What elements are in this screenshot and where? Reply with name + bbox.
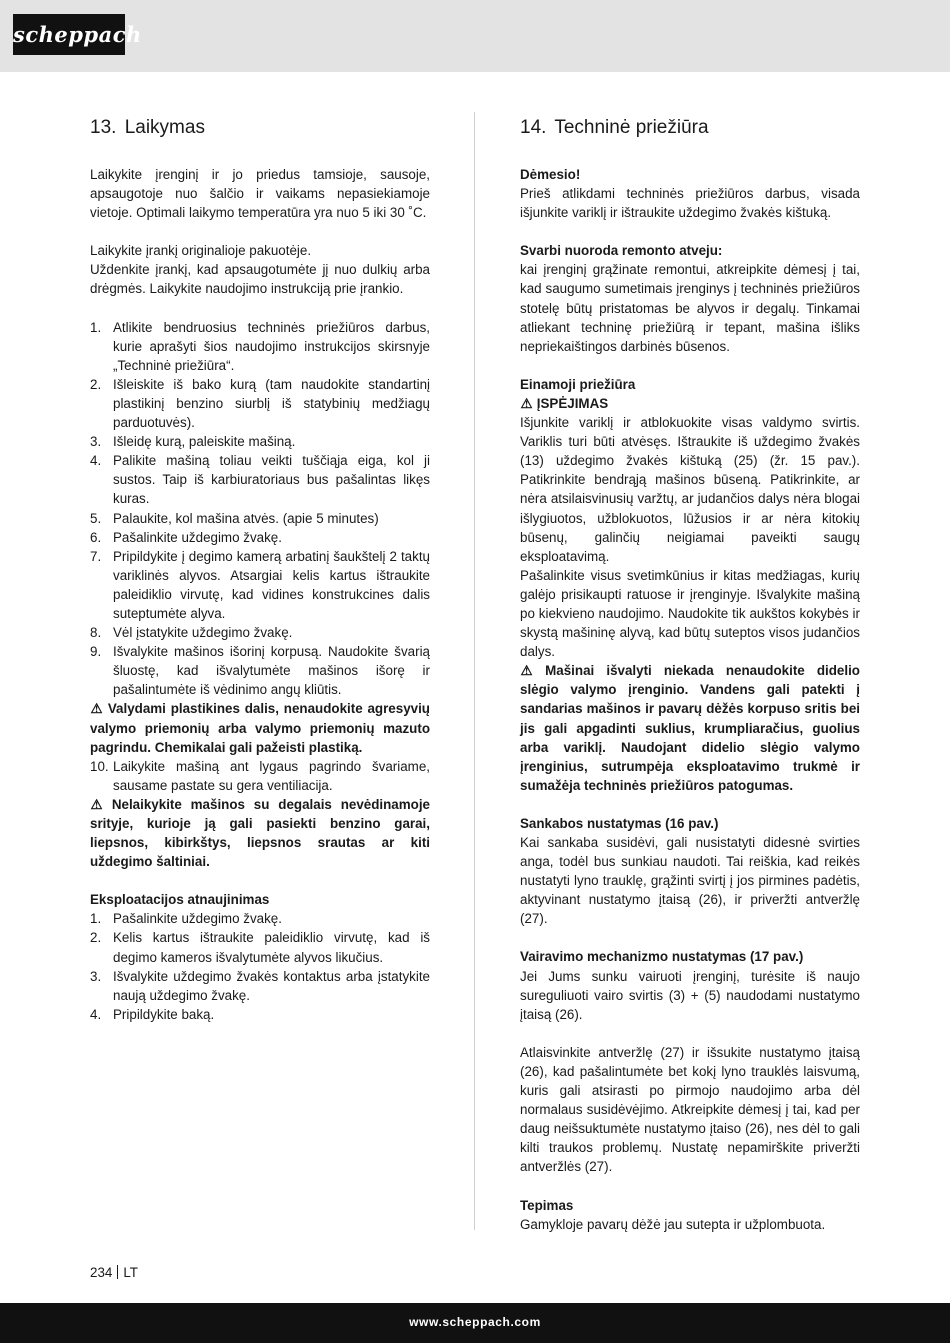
current-maintenance-text-2: Pašalinkite visus svetimkūnius ir kitas medžiagas, kurių galėjo prisikaupti ratuose ir įrenginyje. Išvalykite mašiną po kiekvieno naudojimo. Naudokite tik aukštos kokybės ir skystą mašininę alyvą, kad būtų suteptos visos judančios dalys. (520, 567, 860, 660)
warning-icon: ⚠ (520, 395, 533, 411)
warning-pressure-washer: ⚠ Mašinai išvalyti niekada nenaudokite didelio slėgio valymo įrenginio. Vandens gali patekti į sandarias mašinos ir pavarų dėžės korpuso sritis bei jis gali apgadinti suklius, krumpliaračius, guolius arba variklį. Naudojant didelio slėgio valymo įrenginius, sutrumpėja eksploatavimo trukmė ir sumažėja techninės priežiūros patogumas. (520, 663, 860, 793)
current-maintenance-text-1: Išjunkite variklį ir atblokuokite visas valdymo svirtis. Variklis turi būti atvėsęs. Ištraukite iš uždegimo žvakės (13) uždegimo žvakės kištuką (25) (žr. 15 pav.). Patikrinkite bendrąją mašinos būseną. Patikrinkite, ar nėra atsilaisvinusių varžtų, ar judančios dalys nėra blogai išlygiuotos, užblokuotos, lūžusios ir ar nėra kitokių būsenų, galinčių neigiamai paveikti saugų eksploatavimą. (520, 415, 860, 564)
steering-text: Jei Jums sunku vairuoti įrenginį, turėsite iš naujo sureguliuoti vairo svirtis (3) + (5) naudodami nustatymo įtaisą (26). (520, 968, 860, 1022)
website-link[interactable]: www.scheppach.com (409, 1315, 541, 1329)
list-item: 3. Išleidę kurą, paleiskite mašiną. (90, 434, 296, 450)
steering-title: Vairavimo mechanizmo nustatymas (17 pav.) (520, 949, 804, 965)
warning-icon: ⚠ (90, 701, 103, 717)
list-item: 7. Pripildykite į degimo kamerą arbatinį šaukštelį 2 taktų variklinės alyvos. Atsargiai kelis kartus ištraukite paleidiklio virvutę, kad vidines konstrukcines dalis suteptumėte alyva. (90, 548, 430, 621)
list-item: 5. Palaukite, kol mašina atvės. (apie 5 minutes) (90, 510, 379, 526)
restore-heading: Eksploatacijos atnaujinimas (90, 892, 270, 908)
repair-text: kai įrenginį grąžinate remontui, atkreipkite dėmesį į tai, kad saugumo sumetimais įrenginys į techninės priežiūros stotelę būtų pristatomas be alyvos ir degalų. Tinkamai atliekant techninę priežiūrą ir tepant, mašina išliks nepriekaištingos darbinės būsenos. (520, 262, 860, 354)
list-item: 2. Kelis kartus ištraukite paleidiklio virvutę, kad iš degimo kameros išvalytumėte alyvos likučius. (90, 930, 430, 965)
warning-ventilation: ⚠ Nelaikykite mašinos su degalais nevėdinamoje srityje, kurioje ją gali pasiekti benzino garai, liepsnos, kibirkštys, liepsnos srautas ar kiti uždegimo šaltiniai. (90, 796, 430, 870)
right-column (520, 116, 860, 1234)
storage-cover-text: Uždenkite įrankį, kad apsaugotumėte jį nuo dulkių arba drėgmės. Laikykite naudojimo instrukciją prie įrankio. (90, 262, 430, 297)
clutch-text: Kai sankaba susidėvi, gali nusistatyti didesnė svirties anga, todėl bus sunkiau naudoti. Tai reiškia, kad reikės nustatyti lyno trauklę, grąžinti svirtį į jos pirmines padėtis, aktyvinant nustatymo įtaisą (26), ir priveržti antveržlę (27). (520, 835, 860, 927)
list-item: 4. Palikite mašiną toliau veikti tuščiąja eiga, kol ji sustos. Taip iš karbiuratoriaus bus pašalintas likęs kuras. (90, 453, 430, 507)
lube-title: Tepimas (520, 1197, 574, 1213)
storage-packaging-text: Laikykite įrankį originalioje pakuotėje. (90, 243, 312, 259)
attention-title: Dėmesio! (520, 167, 581, 182)
list-item: 6. Pašalinkite uždegimo žvakę. (90, 529, 282, 545)
warning-plastic: ⚠ Valydami plastikines dalis, nenaudokite agresyvių valymo priemonių arba valymo priemonių mazuto pagrindu. Chemikalai gali pažeisti plastiką. (90, 701, 430, 755)
list-item: 1. Pašalinkite uždegimo žvakę. (90, 911, 282, 927)
language-code: LT (123, 1265, 138, 1280)
loosen-text: Atlaisvinkite antveržlę (27) ir išsukite nustatymo įtaisą (26), kad pašalintumėte bet kokį lyno trauklės laisvumą, kuris gali atsirasti po pirmojo naudojimo arba dėl normalaus susidėvėjimo. Atkreipkite dėmesį į tai, kad per daug neišsuktumėte nustatymo įtaiso (26), nes dėl to gali kilti traukos problemų. Nustatę nepamirškite priveržti antveržlės (27). (520, 1044, 860, 1175)
footer-separator (117, 1265, 118, 1279)
restore-steps-list (90, 909, 430, 1024)
warning-icon: ⚠ (520, 663, 533, 679)
list-item: 1. Atlikite bendruosius techninės priežiūros darbus, kurie aprašyti šios naudojimo instrukcijos skirsnyje „Techninė priežiūra“. (90, 319, 430, 373)
warning-label: ⚠ ĮSPĖJIMAS (520, 394, 860, 413)
column-divider (474, 112, 475, 1230)
lube-text: Gamykloje pavarų dėžė jau sutepta ir užplombuota. (520, 1216, 826, 1232)
section-heading-storage: 13. Laikymas (90, 117, 205, 138)
footer-bar (0, 1303, 950, 1343)
clutch-title: Sankabos nustatymas (16 pav.) (520, 815, 719, 831)
list-item: 4. Pripildykite baką. (90, 1006, 215, 1022)
page-footer (90, 1265, 138, 1280)
brand-logo: scheppach (13, 14, 125, 55)
warning-icon: ⚠ (90, 796, 103, 812)
header-bar (0, 0, 950, 72)
left-column (90, 116, 430, 1024)
current-maintenance-title: Einamoji priežiūra (520, 376, 636, 392)
repair-title: Svarbi nuoroda remonto atveju: (520, 243, 723, 259)
list-item: 8. Vėl įstatykite uždegimo žvakę. (90, 625, 293, 641)
list-item: 3. Išvalykite uždegimo žvakės kontaktus arba įstatykite naują uždegimo žvakę. (90, 968, 430, 1003)
list-item: 2. Išleiskite iš bako kurą (tam naudokite standartinį plastikinį benzino siurblį iš statybinių medžiagų parduotuvės). (90, 376, 430, 431)
page-number: 234 (90, 1265, 113, 1280)
storage-paragraph: Laikykite įrenginį ir jo priedus tamsioje, sausoje, apsaugotoje nuo šalčio ir vaikams nepasiekiamoje vietoje. Optimali laikymo temperatūra yra nuo 5 iki 30 ˚C. (90, 167, 430, 221)
storage-step-10 (90, 757, 430, 795)
attention-text: Prieš atlikdami techninės priežiūros darbus, visada išjunkite variklį ir ištraukite uždegimo žvakės kištuką. (520, 186, 860, 221)
list-item: 10. Laikykite mašiną ant lygaus pagrindo švariame, sausame pastate su gera ventiliacija. (90, 758, 430, 793)
section-heading-maintenance: 14. Techninė priežiūra (520, 117, 709, 138)
storage-steps-list (90, 318, 430, 700)
list-item: 9. Išvalykite mašinos išorinį korpusą. Naudokite švarią šluostę, kad išvalytumėte mašinos išorę ir pašalintumėte iš vėdinimo angų kliūtis. (90, 644, 430, 698)
